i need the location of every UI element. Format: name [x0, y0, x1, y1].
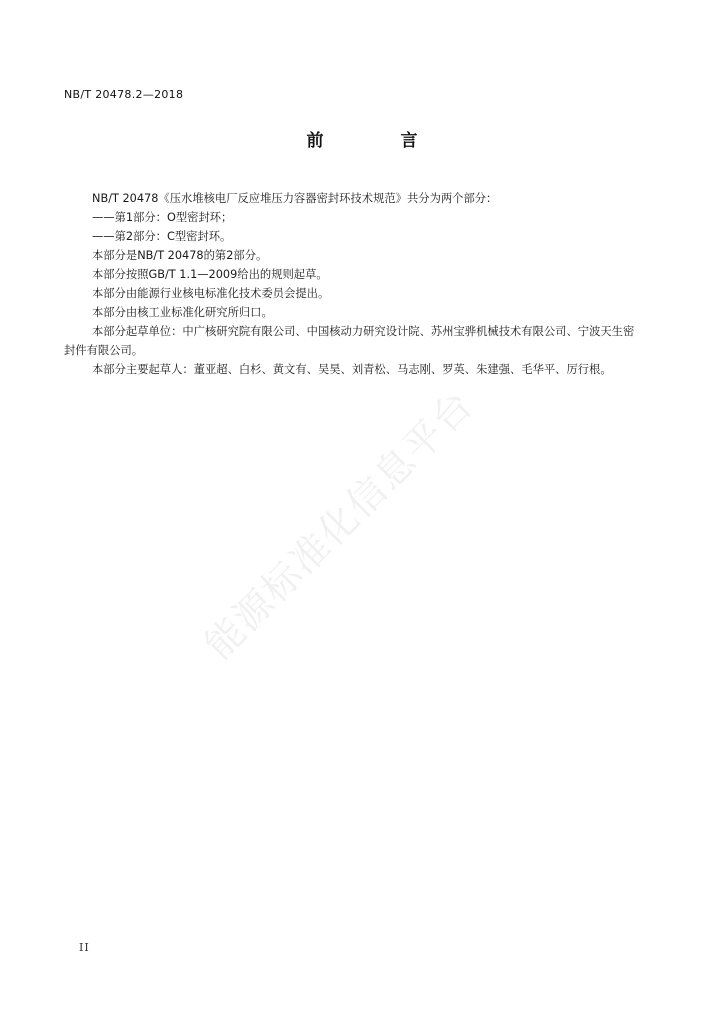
paragraph-part-1: ——第1部分：O型密封环；	[92, 211, 233, 224]
paragraph-this-part: 本部分是NB/T 20478的第2部分。	[92, 249, 268, 262]
paragraph-drafters: 本部分主要起草人：董亚超、白杉、黄文有、吴昊、刘青松、马志刚、罗英、朱建强、毛华平、厉行根。	[92, 363, 612, 376]
page-title: 前 言	[306, 131, 448, 151]
paragraph-proposer: 本部分由能源行业核电标准化技术委员会提出。	[92, 287, 330, 300]
paragraph-scope: NB/T 20478《压水堆核电厂反应堆压力容器密封环技术规范》共分为两个部分：	[92, 192, 498, 205]
watermark: 能源标准化信息平台	[196, 381, 483, 668]
page-number: II	[79, 941, 90, 954]
foreword-body	[64, 189, 642, 379]
paragraph-part-2: ——第2部分：C型密封环。	[92, 230, 232, 243]
standard-number: NB/T 20478.2—2018	[64, 88, 184, 101]
paragraph-drafting-rules: 本部分按照GB/T 1.1—2009给出的规则起草。	[92, 268, 328, 281]
paragraph-drafting-units: 本部分起草单位：中广核研究院有限公司、中国核动力研究设计院、苏州宝骅机械技术有限公司、宁波天生密封件有限公司。	[64, 325, 635, 357]
paragraph-administrator: 本部分由核工业标准化研究所归口。	[92, 306, 273, 319]
